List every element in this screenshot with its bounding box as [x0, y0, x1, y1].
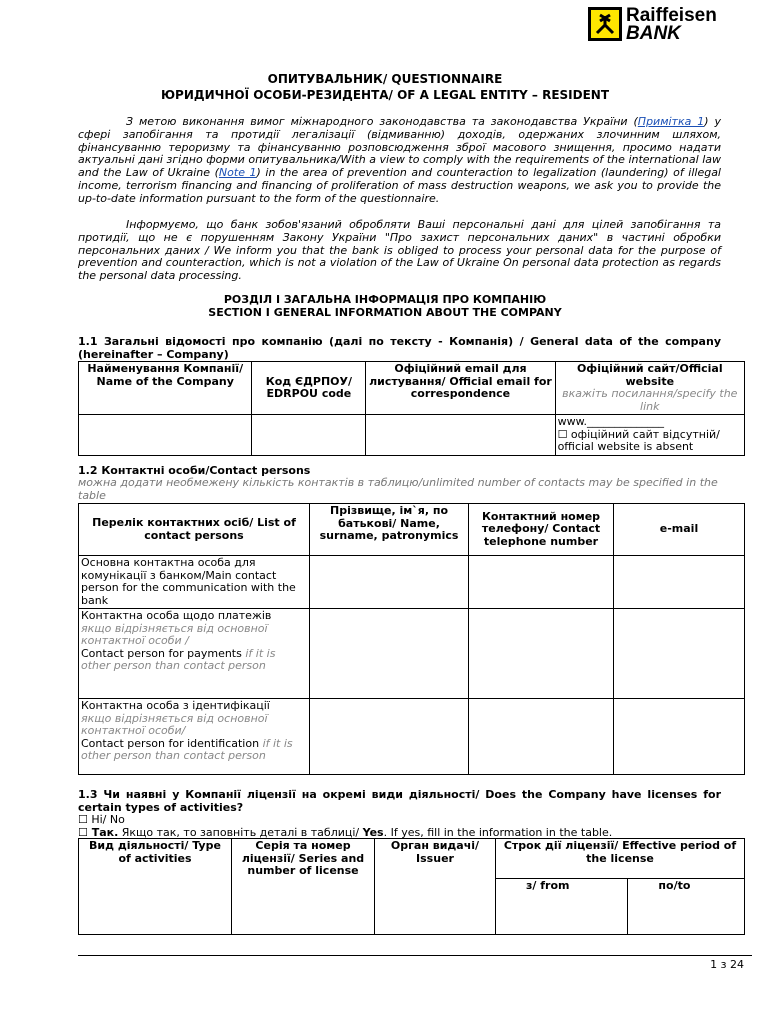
note-1-link[interactable]: Примітка 1	[637, 115, 705, 128]
no-website-checkbox[interactable]: ☐ офіційний сайт відсутній/ official website is absent	[557, 427, 720, 453]
intro-paragraph-2: Інформуємо, що банк зобов'язаний обробляти Ваші персональні дані для цілей запобігання та протидії, що не є порушенням Закону України "Про захист персональних даних" в частині обробки персональних даних / We inform you that the bank is obliged to process your personal data for the purpose of prevention and counteraction, which is not a violation of the Law of Ukraine On personal data protection as regards the personal data processing.	[78, 218, 721, 283]
payments-contact-phone-input[interactable]	[469, 609, 614, 699]
col-activity-type: Вид діяльності/ Type of activities	[79, 839, 232, 935]
title-line1: ОПИТУВАЛЬНИК/ QUESTIONNAIRE	[267, 72, 503, 86]
edrpou-input[interactable]	[252, 415, 366, 456]
payments-contact-name-input[interactable]	[310, 609, 469, 699]
col-edrpou: Код ЄДРПОУ/ EDRPOU code	[252, 362, 366, 415]
col-phone: Контактний номер телефону/ Contact telephone number	[469, 504, 614, 556]
col-official-website	[555, 362, 744, 415]
logo-line2: BANK	[626, 23, 681, 44]
intro-paragraph-1: З метою виконання вимог міжнародного законодавства та законодавства України (Примітка 1) у сфері запобігання та протидії легалізації (відмиванню) доходів, одержаних злочинним шляхом, фінансуванню тероризму та фінансуванню розповсюдження зброї масового знищення, просимо надати актуальні дані згідно форми опитувальника/With a view to comply with the requirements of the international law and the Law of Ukraine (Note 1) in the area of prevention and counteraction to legalization (laundering) of illegal income, terrorism financing and financing of proliferation of mass destruction weapons, we ask you to provide the up-to-date information pursuant to the form of the questionnaire.	[78, 115, 721, 205]
contact-persons-table	[78, 503, 745, 775]
col-company-name: Найменування Компанії/ Name of the Company	[79, 362, 252, 415]
col-official-website-label: Офіційний сайт/Official website	[576, 362, 723, 388]
col-license-period: Строк дії ліцензії/ Effective period of the license	[496, 839, 745, 879]
col-email: e-mail	[614, 504, 745, 556]
section-title-en: SECTION I GENERAL INFORMATION ABOUT THE COMPANY	[208, 306, 562, 319]
col-full-name: Прізвище, ім`я, по батькові/ Name, surname, patronymics	[310, 504, 469, 556]
company-name-input[interactable]	[79, 415, 252, 456]
footer-divider	[78, 955, 752, 956]
licenses-table	[78, 838, 745, 935]
company-data-table	[78, 361, 745, 456]
website-input[interactable]: www.______________	[557, 415, 665, 428]
title-line2: ЮРИДИЧНОЇ ОСОБИ-РЕЗИДЕНТА/ OF A LEGAL ENTITY – RESIDENT	[160, 88, 610, 102]
payments-contact-email-input[interactable]	[614, 609, 745, 699]
col-period-from: з/ from	[496, 879, 628, 935]
identification-contact-email-input[interactable]	[614, 699, 745, 775]
col-license-number: Серія та номер ліцензії/ Series and number of license	[232, 839, 375, 935]
col-contact-list: Перелік контактних осіб/ List of contact persons	[79, 504, 310, 556]
col-issuer: Орган видачі/ Issuer	[375, 839, 496, 935]
raiffeisen-logo-icon	[588, 7, 622, 41]
identification-contact-phone-input[interactable]	[469, 699, 614, 775]
logo-line1: Raiffeisen	[626, 5, 717, 26]
official-email-input[interactable]	[366, 415, 555, 456]
main-contact-email-input[interactable]	[614, 556, 745, 609]
section-1-2-heading: 1.2 Контактні особи/Contact persons	[78, 464, 311, 477]
identification-contact-name-input[interactable]	[310, 699, 469, 775]
col-official-email: Офіційний email для листування/ Official email for correspondence	[366, 362, 555, 415]
licenses-no-checkbox[interactable]: ☐ Ні/ No	[78, 813, 125, 826]
page-number: 1 з 24	[710, 958, 744, 971]
main-contact-phone-input[interactable]	[469, 556, 614, 609]
col-official-website-hint: вкажіть посилання/specify the link	[562, 387, 738, 413]
col-period-to: по/to	[628, 879, 745, 935]
licenses-yes-checkbox[interactable]: ☐ Так. Якщо так, то заповніть деталі в таблиці/ Yes. If yes, fill in the information in the table.	[78, 826, 613, 839]
main-contact-name-input[interactable]	[310, 556, 469, 609]
row-payments-contact-label: Контактна особа щодо платежів якщо відрізняється від основної контактної особи / Contact person for payments if it is other person than contact person	[79, 609, 310, 699]
section-1-1-heading: 1.1 Загальні відомості про компанію (далі по тексту - Компанія) / General data of the company (hereinafter – Company)	[78, 335, 721, 361]
section-1-2-hint: можна додати необмежену кількість контактів в таблицю/unlimited number of contacts may be specified in the table	[78, 476, 718, 502]
section-title-ua: РОЗДІЛ І ЗАГАЛЬНА ІНФОРМАЦІЯ ПРО КОМПАНІЮ	[223, 293, 547, 306]
note-1-link-en[interactable]: Note 1	[218, 166, 257, 180]
section-1-3-heading: 1.3 Чи наявні у Компанії ліцензії на окремі види діяльності/ Does the Company have licenses for certain types of activities?	[78, 788, 721, 814]
official-website-cell	[555, 415, 744, 456]
row-main-contact-label: Основна контактна особа для комунікації з банком/Main contact person for the communication with the bank	[79, 556, 310, 609]
row-identification-contact-label: Контактна особа з ідентифікації якщо відрізняється від основної контактної особи/ Contact person for identification if it is other person than contact person	[79, 699, 310, 775]
raiffeisen-logo	[588, 6, 738, 42]
